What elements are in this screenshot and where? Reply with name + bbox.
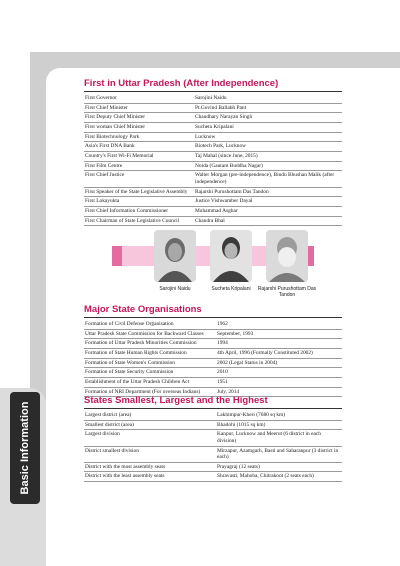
table-row (84, 472, 342, 482)
row-label: Formation of NRI Department (For overseas Indians) (84, 387, 216, 397)
row-label: Largest district (area) (84, 411, 216, 420)
row-label: Smallest district (area) (84, 420, 216, 430)
row-label: First Governor (84, 94, 194, 103)
section-states-extremes (84, 395, 342, 482)
row-value: Justice Vishwamber Dayal (194, 197, 342, 207)
row-value: Shravasti, Mahoba, Chitrakoot (2 seats each) (216, 472, 342, 482)
table-row (84, 368, 342, 378)
row-value: 2002 (Legal Status in 2004) (216, 358, 342, 368)
table-row (84, 197, 342, 207)
row-label: First Deputy Chief Minister (84, 113, 194, 123)
row-label: First Film Centre (84, 161, 194, 171)
states-extremes-table (84, 411, 342, 482)
table-row (84, 206, 342, 216)
portrait-purushottam-das-tandon (266, 230, 308, 282)
table-row (84, 446, 342, 462)
table-row (84, 142, 342, 152)
section-title: Major State Organisations (84, 304, 342, 318)
portrait-strip (84, 228, 342, 302)
row-value: July, 2014 (216, 387, 342, 397)
row-label: District with the least assembly seats (84, 472, 216, 482)
portrait-image (266, 230, 308, 282)
major-orgs-table (84, 320, 342, 397)
table-row (84, 123, 342, 133)
row-label: First woman Chief Minister (84, 123, 194, 133)
row-value: Lakhimpur-Kheri (7680 sq km) (216, 411, 342, 420)
table-row (84, 329, 342, 339)
section-major-orgs (84, 304, 342, 397)
row-label: First Chief Minister (84, 103, 194, 113)
portrait-image (210, 230, 252, 282)
table-row (84, 349, 342, 359)
row-label: Formation of Civil Defense Organisation (84, 320, 216, 329)
caption: Sucheta Kripalani (211, 286, 251, 292)
row-label: First Biotechnology Park (84, 132, 194, 142)
section-first-in-up (84, 78, 342, 226)
row-value: 1962 (216, 320, 342, 329)
row-label: Asia's First DNA Bank (84, 142, 194, 152)
table-row (84, 420, 342, 430)
row-value: Chaudhary Narayan Singh (194, 113, 342, 123)
row-label: Formation of State Human Rights Commission (84, 349, 216, 359)
table-row (84, 411, 342, 420)
portrait-sucheta-kripalani (210, 230, 252, 282)
row-label: Formation of State Security Commission (84, 368, 216, 378)
row-label: First Chief Justice (84, 171, 194, 187)
table-row (84, 187, 342, 197)
caption: Rajarshi Purushottam Das Tandon (257, 286, 317, 298)
row-value: 4th April, 1996 (Formally Constituted 2002) (216, 349, 342, 359)
section-title: States Smallest, Largest and the Highest (84, 395, 342, 409)
table-row (84, 462, 342, 472)
row-value: Sarojini Naidu (194, 94, 342, 103)
table-row (84, 358, 342, 368)
row-value: Sucheta Kripalani (194, 123, 342, 133)
row-label: First Lokayukta (84, 197, 194, 207)
row-value: Prayagraj (12 seats) (216, 462, 342, 472)
row-value: Muhammad Asghar (194, 206, 342, 216)
portrait-sarojini-naidu (154, 230, 196, 282)
row-label: First Speaker of the State Legislative Assembly (84, 187, 194, 197)
table-row (84, 171, 342, 187)
table-row (84, 113, 342, 123)
sidebar-tab-label: Basic Information (19, 401, 31, 495)
row-value: Walter Morgan (pre-independence), Bindu Bhushan Malik (after independence) (194, 171, 342, 187)
row-label: Formation of Uttar Pradesh Minorities Commission (84, 339, 216, 349)
row-value: Lucknow (194, 132, 342, 142)
table-row (84, 378, 342, 388)
row-value: Biotech Park, Lucknow (194, 142, 342, 152)
row-label: Country's First Wi-Fi Memorial (84, 152, 194, 162)
section-title: First in Uttar Pradesh (After Independence) (84, 78, 342, 92)
row-label: District smallest division (84, 446, 216, 462)
pink-banner-cap-left (112, 246, 122, 266)
row-value: September, 1993 (216, 329, 342, 339)
table-row (84, 103, 342, 113)
row-label: Largest division (84, 430, 216, 446)
caption: Sarojini Naidu (159, 286, 191, 292)
row-value: Kanpur, Lucknow and Meerut (6 district in each division) (216, 430, 342, 446)
table-row (84, 152, 342, 162)
table-row (84, 132, 342, 142)
row-label: Formation of State Women's Commission (84, 358, 216, 368)
row-value: Pt.Govind Ballabh Pant (194, 103, 342, 113)
table-row (84, 430, 342, 446)
table-row (84, 94, 342, 103)
row-value: 1994 (216, 339, 342, 349)
row-value: Chandra Bhal (194, 216, 342, 226)
table-row (84, 161, 342, 171)
row-label: First Chairman of State Legislative Council (84, 216, 194, 226)
first-in-up-table (84, 94, 342, 226)
table-row (84, 320, 342, 329)
portrait-image (154, 230, 196, 282)
row-value: Mirzapur, Azamgarh, Basti and Saharanpur (3 district in each) (216, 446, 342, 462)
row-label: First Chief Information Commissioner (84, 206, 194, 216)
row-value: Taj Mahal (since June, 2015) (194, 152, 342, 162)
row-value: 1951 (216, 378, 342, 388)
row-value: Bhadohi (1015 sq km) (216, 420, 342, 430)
row-label: Establishment of the Uttar Pradesh Children Act (84, 378, 216, 388)
row-value: 2010 (216, 368, 342, 378)
row-value: Noida (Gautam Buddha Nagar) (194, 161, 342, 171)
content (84, 78, 342, 480)
table-row (84, 216, 342, 226)
row-value: Rajarshi Purushottam Das Tandon (194, 187, 342, 197)
row-label: Uttar Pradesh State Commission for Backward Classes (84, 329, 216, 339)
table-row (84, 339, 342, 349)
row-label: District with the most assembly seats (84, 462, 216, 472)
